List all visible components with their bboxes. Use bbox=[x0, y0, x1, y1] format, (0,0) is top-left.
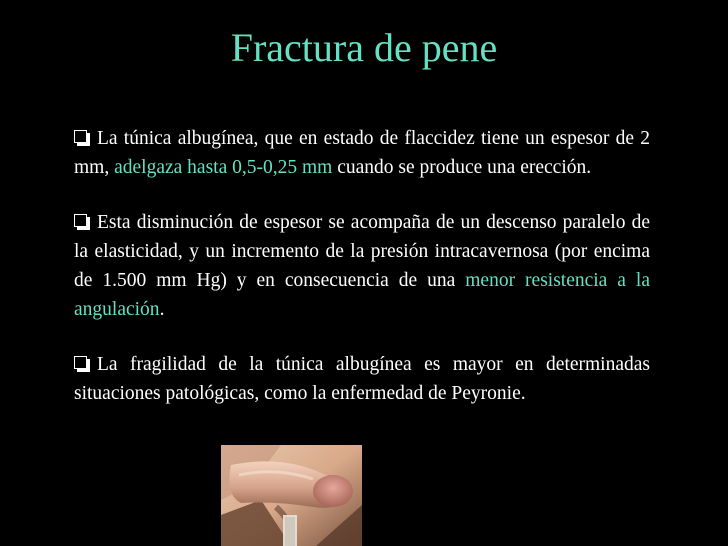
bullet-paragraph-1 bbox=[74, 124, 650, 182]
checkbox-square-icon bbox=[74, 214, 87, 227]
clinical-photo-drawing bbox=[221, 445, 362, 546]
paragraph-1-highlight: adelgaza hasta 0,5-0,25 mm bbox=[114, 157, 333, 178]
paragraph-1-text-end: cuando se produce una erección. bbox=[332, 157, 592, 178]
paragraph-1-text: La túnica albugínea, que en estado de flaccidez tiene un espesor de 2 mm, bbox=[74, 128, 650, 178]
paragraph-2-text: Esta disminución de espesor se acompaña de un descenso paralelo de la elasticidad, y un incremento de la presión intracavernosa (por encima de 1.500 mm Hg) y en consecuencia de una bbox=[74, 212, 650, 291]
paragraph-2-text-end: . bbox=[159, 299, 165, 320]
slide-title: Fractura de pene bbox=[230, 25, 498, 70]
bullet-paragraph-2 bbox=[74, 208, 650, 324]
checkbox-square-icon bbox=[74, 130, 87, 143]
paragraph-2-highlight: menor resistencia a la angulación bbox=[74, 270, 650, 320]
checkbox-square-icon bbox=[74, 356, 87, 369]
paragraph-3-text: La fragilidad de la túnica albugínea es mayor en determinadas situaciones patológicas, como la enfermedad de Peyronie. bbox=[74, 354, 650, 404]
slide-body bbox=[74, 124, 650, 434]
clinical-photo bbox=[221, 445, 362, 546]
bullet-paragraph-3 bbox=[74, 350, 650, 408]
